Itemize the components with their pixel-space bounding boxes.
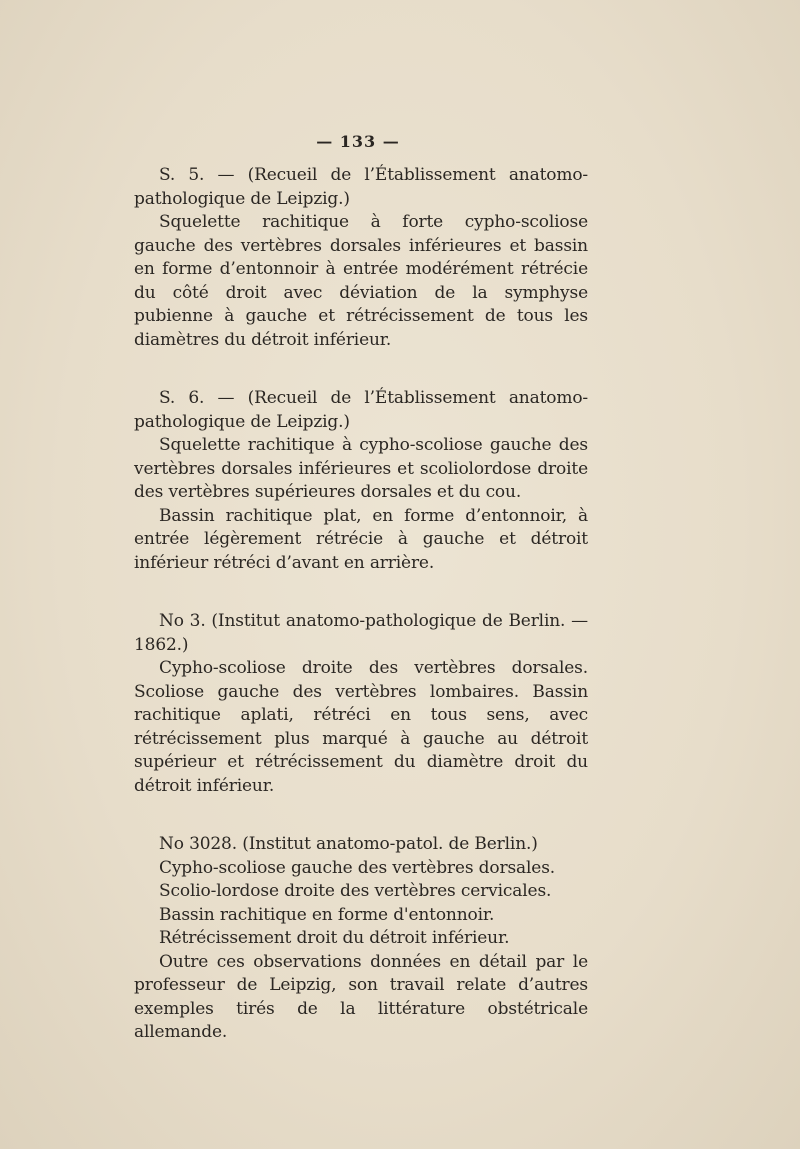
entry-no3 [134,610,588,798]
entry-paragraph: Cypho-scoliose gauche des vertèbres dorsales. [159,857,556,878]
entry-heading: No 3028. (Institut anatomo-patol. de Berlin.) [159,834,538,854]
entry-s5 [134,164,588,352]
page-number: — 133 — [316,132,400,151]
page-body [134,164,588,1080]
entry-s6 [134,387,588,575]
entry-paragraph: Scolio-lordose droite des vertèbres cervicales. [159,881,552,901]
entry-heading: S. 6. — (Recueil de l’Établissement anatomo- pathologique de Leipzig.) [134,388,588,432]
entry-paragraph: Rétrécissement droit du détroit inférieur. [159,928,510,948]
entry-paragraph: Bassin rachitique plat, en forme d’entonnoir, à entrée légèrement rétrécie à gauche et détroit inférieur rétréci d’avant en arrière. [134,505,588,573]
entry-heading: No 3. (Institut anatomo-pathologique de Berlin. — 1862.) [134,611,588,655]
entry-heading: S. 5. — (Recueil de l’Établissement anatomo-pathologique de Leipzig.) [134,165,588,209]
entry-paragraph: Outre ces observations données en détail par le professeur de Leipzig, son travail relate d’autres exemples tirés de la littérature obstétricale allemande. [134,951,588,1042]
entry-paragraph: Squelette rachitique à forte cypho-scoliose gauche des vertèbres dorsales inférieures et bassin en forme d’entonnoir à entrée modérément rétrécie du côté droit avec déviation de la symphyse pubienne à gauche et rétrécissement de tous les diamètres du détroit inférieur. [134,212,588,350]
entry-no3028 [134,833,588,1045]
entry-paragraph: Cypho-scoliose droite des vertèbres dorsales. Scoliose gauche des vertèbres lombaires. Bassin rachitique aplati, rétréci en tous sens, avec rétrécissement plus marqué à gauche au détroit supérieur et rétrécissement du diamètre droit du détroit inférieur. [134,658,588,796]
entry-paragraph: Squelette rachitique à cypho-scoliose gauche des vertèbres dorsales inférieures et scoliolordose droite des vertèbres supérieures dorsales et du cou. [134,435,588,502]
entry-paragraph: Bassin rachitique en forme d'entonnoir. [159,904,495,925]
